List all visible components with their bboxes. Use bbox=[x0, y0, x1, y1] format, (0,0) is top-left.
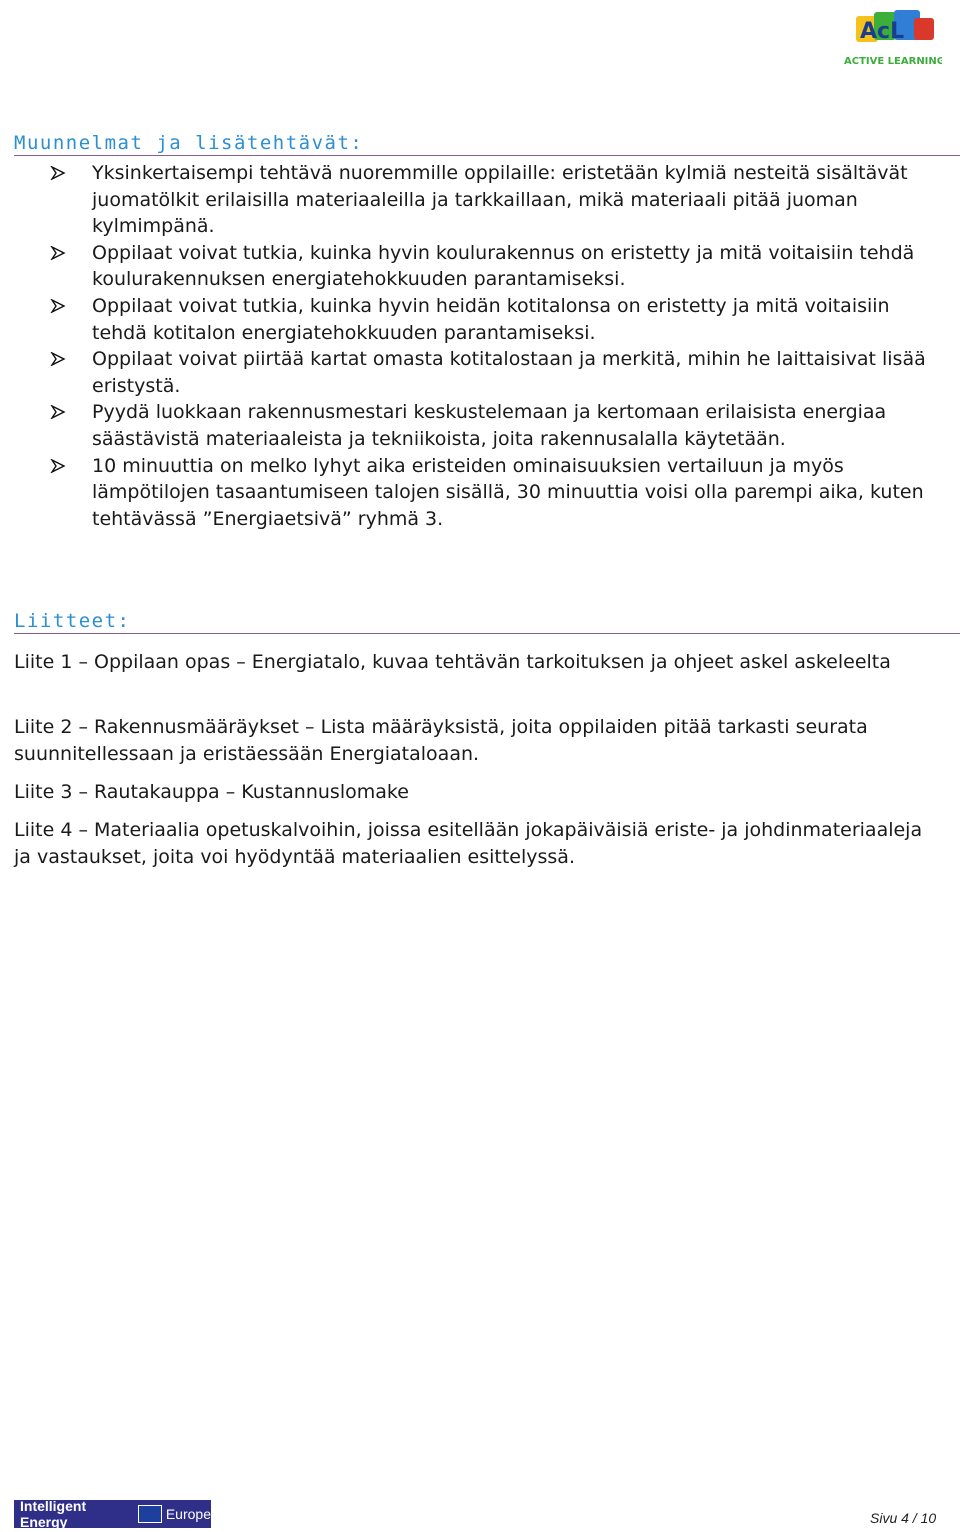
list-item bbox=[50, 293, 945, 346]
arrow-bullet-icon bbox=[50, 166, 66, 180]
list-item bbox=[50, 399, 945, 452]
list-item bbox=[50, 453, 945, 533]
attachment-item: Liite 3 – Rautakauppa – Kustannuslomake bbox=[14, 781, 409, 803]
variations-list bbox=[50, 160, 945, 532]
list-item bbox=[50, 160, 945, 240]
list-item-text: Pyydä luokkaan rakennusmestari keskustelemaan ja kertomaan erilaisista energiaa säästävistä materiaaleista ja tekniikoista, joita rakennusalalla käytetään. bbox=[92, 401, 887, 450]
intelligent-energy-europe-logo bbox=[14, 1500, 211, 1528]
arrow-bullet-icon bbox=[50, 352, 66, 366]
arrow-bullet-icon bbox=[50, 459, 66, 473]
list-item-text: Oppilaat voivat tutkia, kuinka hyvin heidän kotitalonsa on eristetty ja mitä voitaisiin tehdä kotitalon energiatehokkuuden parantamiseksi. bbox=[92, 294, 890, 344]
logo-subtitle: ACTIVE LEARNING bbox=[844, 56, 942, 67]
active-learning-logo bbox=[842, 6, 942, 72]
list-item bbox=[50, 346, 945, 399]
list-item-text: Yksinkertaisempi tehtävä nuoremmille oppilaille: eristetään kylmiä nesteitä sisältävät juomatölkit erilaisilla materiaaleilla ja tarkkaillaan, mikä materiaali pitää juoman kylmimpänä. bbox=[92, 162, 908, 238]
arrow-bullet-icon bbox=[50, 299, 66, 313]
footer-logo-text-europe: Europe bbox=[165, 1506, 211, 1522]
list-item-text: 10 minuuttia on melko lyhyt aika eristeiden ominaisuuksien vertailuun ja myös lämpötilojen tasaantumiseen talojen sisällä, 30 minuuttia voisi olla parempi aika, kuten tehtävässä ”Energiaetsivä” ryhmä 3. bbox=[92, 454, 924, 530]
logo-lettering: AcL bbox=[860, 19, 905, 44]
arrow-bullet-icon bbox=[50, 405, 66, 419]
attachment-item: Liite 2 – Rakennusmääräykset – Lista määräyksistä, joita oppilaiden pitää tarkasti seurata suunnitellessaan ja eristäessään Energiataloaan. bbox=[14, 716, 868, 765]
arrow-bullet-icon bbox=[50, 246, 66, 260]
attachment-item: Liite 4 – Materiaalia opetuskalvoihin, joissa esitellään jokapäiväisiä eriste- ja johdinmateriaaleja ja vastaukset, joita voi hyödyntää materiaalien esittelyssä. bbox=[14, 819, 923, 868]
attachment-item: Liite 1 – Oppilaan opas – Energiatalo, kuvaa tehtävän tarkoituksen ja ohjeet askel askeleelta bbox=[14, 651, 891, 673]
attachments-heading: Liitteet: bbox=[14, 610, 960, 634]
list-item-text: Oppilaat voivat tutkia, kuinka hyvin koulurakennus on eristetty ja mitä voitaisiin tehdä koulurakennuksen energiatehokkuuden parantamiseksi. bbox=[92, 241, 915, 291]
list-item-text: Oppilaat voivat piirtää kartat omasta kotitalostaan ja merkitä, mihin he laittaisivat lisää eristystä. bbox=[92, 348, 926, 397]
variations-heading: Muunnelmat ja lisätehtävät: bbox=[14, 132, 960, 156]
page-number: Sivu 4 / 10 bbox=[870, 1510, 937, 1526]
list-item bbox=[50, 240, 945, 293]
footer-logo-text: Intelligent Energy bbox=[20, 1498, 87, 1530]
eu-flag-icon bbox=[138, 1505, 161, 1523]
